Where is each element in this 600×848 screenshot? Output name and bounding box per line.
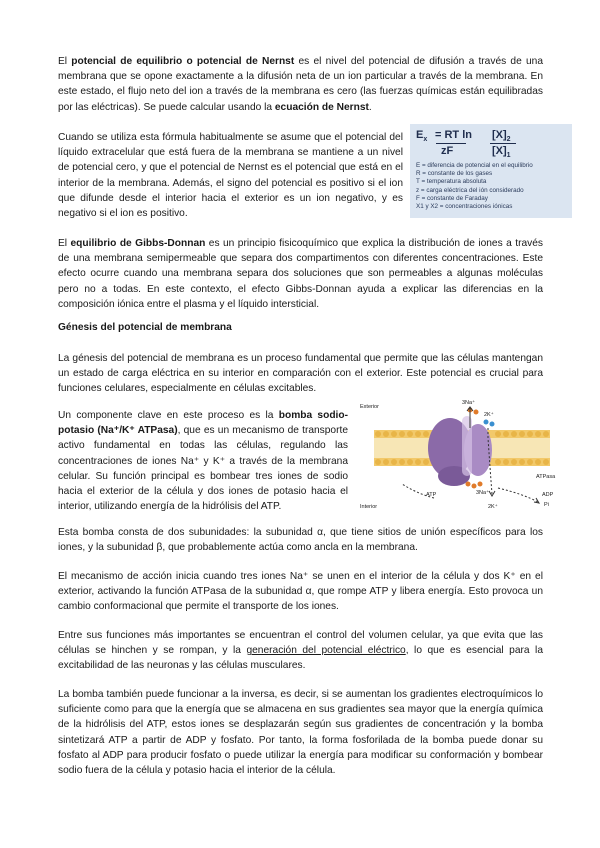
formula-legend	[416, 162, 533, 211]
k-top-label: 2K⁺	[484, 412, 494, 418]
electric-potential-link[interactable]: generación del potencial eléctrico	[246, 645, 406, 657]
text: Entre sus funciones más importantes se encuentran el control del volumen celular, ya que evita que las células se hinchen y se rompan, y la	[58, 630, 543, 657]
na-top-label: 3Na⁺	[462, 400, 475, 406]
exterior-label: Exterior	[360, 404, 379, 410]
atpasa-label: ATPasa	[536, 474, 556, 480]
section-heading: Génesis del potencial de membrana	[58, 322, 232, 333]
mechanism-paragraph	[58, 569, 543, 615]
legend-item: F = constante de Faraday	[416, 194, 488, 202]
text: El mecanismo de acción inicia cuando tres iones Na⁺ se unen en el interior de la célula y dos K⁺ en el exterior, activando la función ATPasa de la subunidad α, que rompe ATP y libera energía. Esto provoca un cambio conformacional que permite el transporte de los iones.	[58, 571, 543, 613]
k-bottom-label: 2K⁺	[488, 504, 498, 510]
text: .	[368, 101, 372, 113]
interior-label: Interior	[360, 504, 378, 510]
nernst-paragraph	[58, 54, 543, 115]
pump-protein	[428, 416, 492, 486]
fraction-line-right	[490, 143, 516, 144]
adp-label: ADP	[542, 492, 554, 498]
text: La génesis del potencial de membrana es un proceso fundamental que permite que las células mantengan un estado de carga eléctrica en su interior en comparación con el exterior. Este potencial es crucial para funciones celulares, especialmente en células excitables.	[58, 353, 543, 395]
nernst-formula-box	[410, 124, 572, 218]
text: La bomba también puede funcionar a la inversa, es decir, si se aumentan los gradientes electroquímicos lo suficiente como para que la energía que se almacena en sus gradientes sea mayor que la energía química de la hidrólisis del ATP, estos iones se desplazarán según sus gradientes de concentración y la bomba sintetizará ATP a partir de ADP y fosfato. Por tanto, la forma fosforilada de la bomba puede donar su fosfato al ADP para producir fosfato o puede utilizar la energía para modificar su conformación y bombear sodio fuera de la célula y potasio hacia el interior de la célula.	[58, 689, 543, 777]
text: es un principio fisicoquímico que explica la distribución de iones a través de una membrana semipermeable que separa dos compartimentos con diferentes concentraciones. Este efecto ocurre cuando una membrana separa dos soluciones que son permeables a algunas moléculas pero no a todas. En este contexto, el efecto Gibbs-Donnan ayuda a explicar las diferencias en la composición iónica entre el plasma y el líquido intersticial.	[58, 238, 543, 310]
formula-rt-ln: = RT ln	[435, 129, 472, 141]
text: Un componente clave en este proceso es la	[58, 410, 279, 421]
nernst-equation-term: ecuación de Nernst	[274, 101, 369, 113]
text: es el nivel del potencial de difusión a través de una membrana que se opone exactamente a la difusión neta de un ion particular a través de la membrana. En este estado, el flujo neto del ion a través de la membrana es cero (las fuerzas químicas están equilibradas por las eléctricas). Se puede calcular usando la	[58, 56, 543, 113]
legend-item: R = constante de los gases	[416, 170, 493, 178]
sodium-potassium-pump-paragraph	[58, 408, 348, 514]
reverse-pump-paragraph	[58, 687, 543, 778]
gibbs-donnan-paragraph	[58, 236, 543, 312]
nernst-term: potencial de equilibrio o potencial de Nernst	[71, 56, 295, 67]
pump-term: bomba sodio-potasio (Na⁺/K⁺ ATPasa)	[58, 410, 348, 437]
formula-denominator: $[X]_1$	[492, 145, 511, 160]
formula-numerator: $[X]_2$	[492, 129, 511, 144]
formula-zf: zF	[441, 145, 454, 157]
legend-item: z = carga eléctrica del ión considerado	[416, 186, 524, 194]
pi-label: Pi	[544, 502, 549, 508]
membrane-genesis-paragraph	[58, 351, 543, 397]
subunits-paragraph	[58, 525, 543, 555]
atp-label: ATP	[426, 492, 437, 498]
formula-explanation-paragraph	[58, 130, 403, 221]
formula-lhs: $E_x$	[416, 129, 428, 144]
text: El	[58, 56, 72, 67]
pump-illustration	[358, 398, 568, 514]
text: Esta bomba consta de dos subunidades: la subunidad α, que tiene sitios de unión específicos para los iones, y la subunidad β, que probablemente actúa como ancla en la membrana.	[58, 527, 543, 554]
text: , lo que es esencial para la excitabilidad de las neuronas y las células musculares.	[58, 645, 543, 672]
na-mid-label: 3Na⁺	[476, 490, 489, 496]
text: , que es un mecanismo de transporte activo fundamental en todas las células, regulando las concentraciones de iones Na⁺ y K⁺ a través de la membrana celular. Su función principal es bombear tres iones de sodio hacia el exterior de la célula y dos iones de potasio hacia el interior, utilizando energía de la hidrólisis del ATP.	[58, 425, 348, 513]
fraction-line-left	[436, 143, 466, 144]
legend-item: T = temperatura absoluta	[416, 178, 487, 186]
legend-item: E = diferencia de potencial en el equilibrio	[416, 162, 533, 169]
text: El	[58, 238, 71, 249]
sodium-potassium-pump-diagram	[358, 398, 568, 514]
gibbs-donnan-term: equilibrio de Gibbs-Donnan	[70, 238, 206, 249]
functions-paragraph	[58, 628, 543, 674]
text: Cuando se utiliza esta fórmula habitualmente se asume que el potencial del líquido extracelular que está fuera de la membrana se mantiene a un nivel de potencial cero, y que el potencial de Nernst es el potencial que está en el interior de la membrana. Además, el signo del potencial es positivo si el ion que difunde desde el interior hacia el exterior es un ion negativo, y es negativo si el ion es positivo.	[58, 132, 403, 220]
legend-item: X1 y X2 = concentraciones iónicas	[416, 203, 513, 211]
